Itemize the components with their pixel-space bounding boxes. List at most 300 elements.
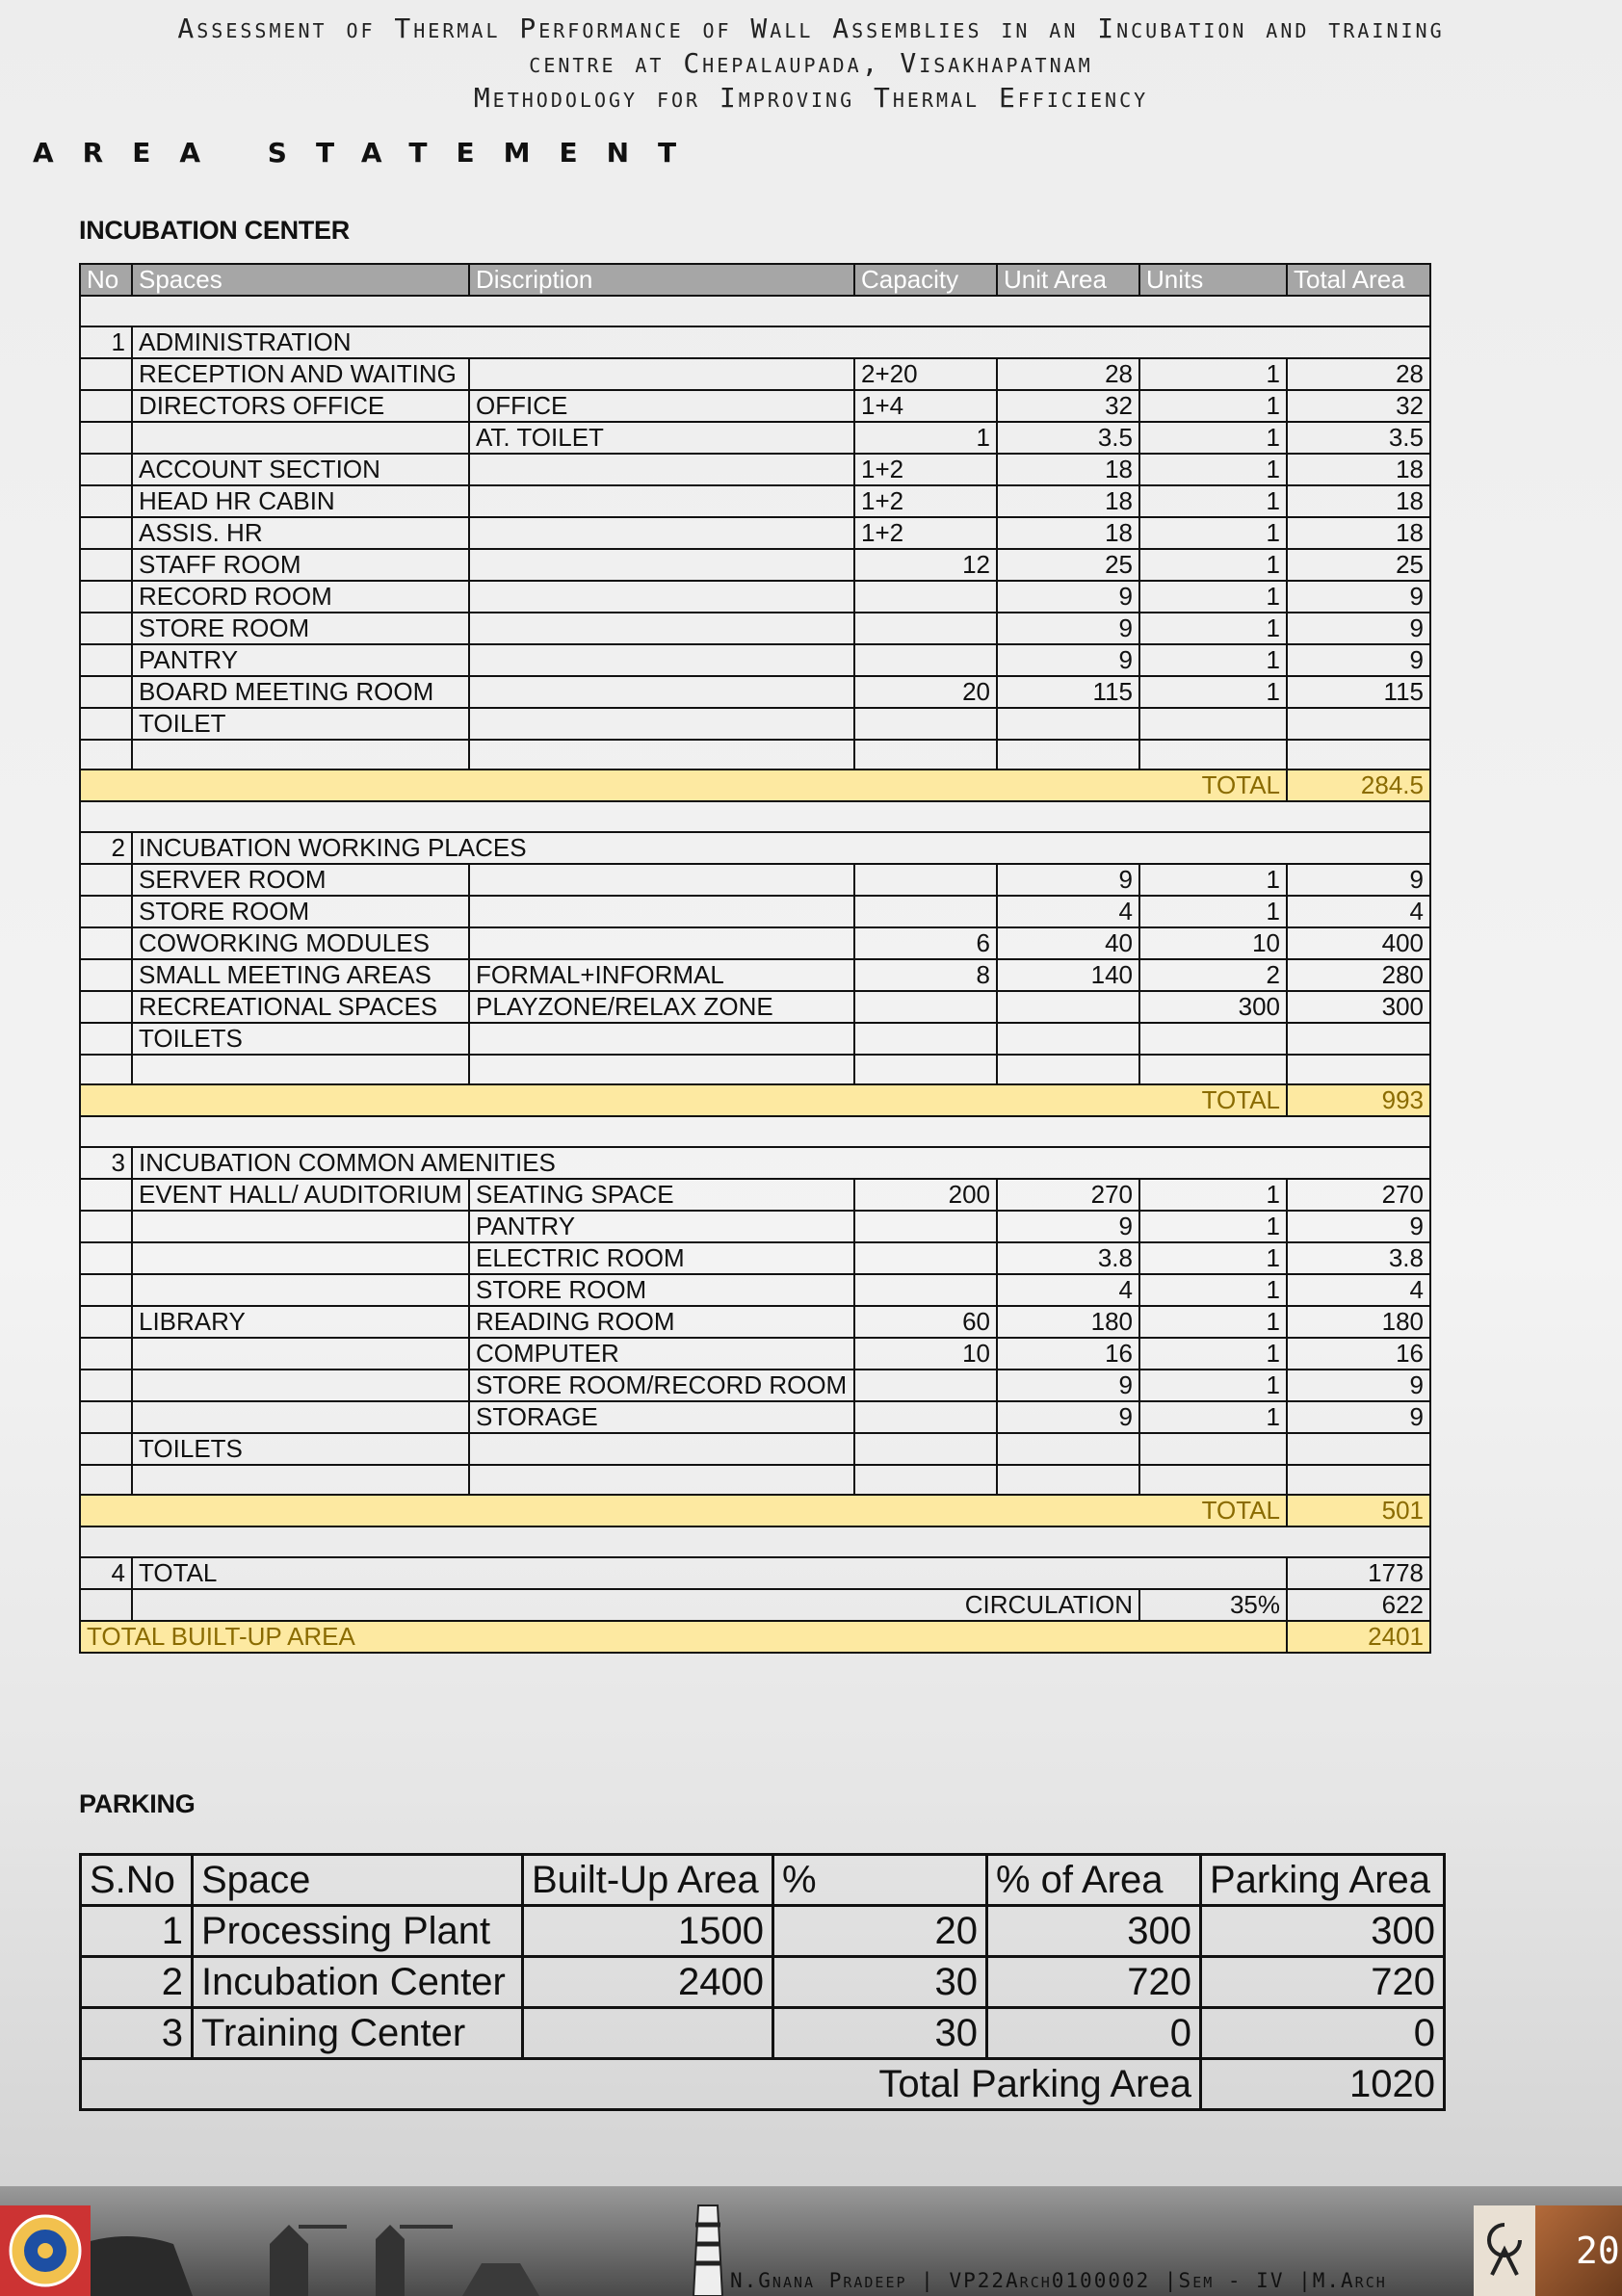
- parking-total-row: [81, 2059, 1445, 2110]
- parking-row: [81, 2008, 1445, 2059]
- table-cell: [132, 1465, 469, 1496]
- table-row: [80, 296, 1430, 326]
- parking-cell: 2400: [523, 1957, 773, 2008]
- table-cell: [469, 517, 854, 549]
- table-row: [80, 801, 1430, 832]
- table-cell: 280: [1287, 959, 1430, 991]
- table-cell: [854, 1274, 997, 1306]
- table-cell: [80, 613, 132, 644]
- table-cell: TOILET: [132, 708, 469, 740]
- parking-cell: 20: [773, 1906, 987, 1957]
- table-cell: 9: [997, 613, 1139, 644]
- table-cell: 4: [1287, 896, 1430, 927]
- col-header: No: [80, 264, 132, 296]
- table-cell: [1287, 1023, 1430, 1055]
- table-cell: 9: [1287, 1211, 1430, 1242]
- table-cell: STORE ROOM: [132, 613, 469, 644]
- table-cell: [80, 1242, 132, 1274]
- header-line-2: centre at Chepalaupada, Visakhapatnam: [529, 47, 1093, 79]
- table-cell: 1: [1139, 1179, 1287, 1211]
- table-cell: [854, 1401, 997, 1433]
- table-cell: [80, 485, 132, 517]
- table-row: [80, 959, 1430, 991]
- parking-total-value: 1020: [1201, 2059, 1445, 2110]
- col-header: Units: [1139, 264, 1287, 296]
- table-cell: [80, 959, 132, 991]
- table-cell: [80, 1274, 132, 1306]
- table-cell: RECORD ROOM: [132, 581, 469, 613]
- parking-cell: 1500: [523, 1906, 773, 1957]
- table-cell: 200: [854, 1179, 997, 1211]
- table-cell: [854, 1211, 997, 1242]
- table-cell: [469, 358, 854, 390]
- table-cell: 3.8: [997, 1242, 1139, 1274]
- sum-total-value: 1778: [1287, 1557, 1430, 1589]
- table-cell: [997, 1023, 1139, 1055]
- table-cell: SMALL MEETING AREAS: [132, 959, 469, 991]
- table-cell: STORE ROOM: [469, 1274, 854, 1306]
- port-crane-skyline-icon: [58, 2186, 732, 2296]
- table-cell: 18: [997, 454, 1139, 485]
- table-cell: 9: [1287, 1401, 1430, 1433]
- table-cell: [997, 740, 1139, 770]
- table-cell: [80, 1306, 132, 1338]
- table-row: [80, 1116, 1430, 1147]
- table-cell: [1287, 1465, 1430, 1496]
- table-cell: READING ROOM: [469, 1306, 854, 1338]
- spacer-cell: [80, 801, 1430, 832]
- table-cell: [997, 991, 1139, 1023]
- table-cell: SEATING SPACE: [469, 1179, 854, 1211]
- table-cell: 4: [1287, 1274, 1430, 1306]
- table-cell: [1287, 740, 1430, 770]
- table-cell: [469, 581, 854, 613]
- parking-col-header: Built-Up Area: [523, 1855, 773, 1906]
- page-header: [0, 12, 1622, 116]
- table-cell: [469, 708, 854, 740]
- table-cell: SERVER ROOM: [132, 864, 469, 896]
- table-cell: HEAD HR CABIN: [132, 485, 469, 517]
- section-number: 1: [80, 326, 132, 358]
- table-cell: [80, 740, 132, 770]
- spacer-cell: [80, 296, 1430, 326]
- table-cell: [132, 1211, 469, 1242]
- table-cell: [1287, 1433, 1430, 1465]
- table-cell: 25: [1287, 549, 1430, 581]
- table-cell: [80, 390, 132, 422]
- table-cell: [469, 864, 854, 896]
- table-cell: [469, 1023, 854, 1055]
- table-cell: 16: [1287, 1338, 1430, 1370]
- table-cell: [469, 927, 854, 959]
- table-cell: [80, 1023, 132, 1055]
- table-cell: [80, 896, 132, 927]
- table-cell: [854, 644, 997, 676]
- section-number: 2: [80, 832, 132, 864]
- table-cell: [80, 991, 132, 1023]
- table-row: [80, 390, 1430, 422]
- table-cell: 140: [997, 959, 1139, 991]
- table-cell: AT. TOILET: [469, 422, 854, 454]
- parking-col-header: Parking Area: [1201, 1855, 1445, 1906]
- table-cell: [80, 1179, 132, 1211]
- table-cell: 9: [1287, 581, 1430, 613]
- table-cell: 1: [1139, 422, 1287, 454]
- table-cell: 16: [997, 1338, 1139, 1370]
- table-cell: 2+20: [854, 358, 997, 390]
- table-cell: 2: [1139, 959, 1287, 991]
- table-cell: 270: [1287, 1179, 1430, 1211]
- col-header: Discription: [469, 264, 854, 296]
- table-cell: 4: [997, 1274, 1139, 1306]
- header-line-3: Methodology for Improving Thermal Efficiency: [473, 82, 1149, 114]
- table-row: [80, 708, 1430, 740]
- section-number: 4: [80, 1557, 132, 1589]
- table-cell: [997, 1465, 1139, 1496]
- table-cell: [1287, 708, 1430, 740]
- table-row: [80, 1589, 1430, 1621]
- parking-cell: 30: [773, 1957, 987, 2008]
- table-cell: PANTRY: [469, 1211, 854, 1242]
- col-header: Total Area: [1287, 264, 1430, 296]
- table-cell: 270: [997, 1179, 1139, 1211]
- table-row: [80, 1621, 1430, 1653]
- table-cell: [469, 454, 854, 485]
- table-row: [80, 896, 1430, 927]
- table-row: [80, 676, 1430, 708]
- table-cell: [854, 1055, 997, 1085]
- table-row: [80, 770, 1430, 801]
- total-label: TOTAL: [80, 1495, 1287, 1526]
- table-cell: 1: [1139, 549, 1287, 581]
- table-row: [80, 1370, 1430, 1401]
- table-cell: [132, 740, 469, 770]
- table-cell: 1: [1139, 358, 1287, 390]
- table-cell: [469, 549, 854, 581]
- table-row: [80, 1242, 1430, 1274]
- table-cell: [132, 1274, 469, 1306]
- table-cell: [854, 864, 997, 896]
- table-cell: 1: [1139, 390, 1287, 422]
- table-row: [80, 1495, 1430, 1526]
- table-cell: 400: [1287, 927, 1430, 959]
- parking-title: PARKING: [79, 1789, 196, 1818]
- total-label: TOTAL: [80, 770, 1287, 801]
- table-cell: [469, 613, 854, 644]
- col-header: Capacity: [854, 264, 997, 296]
- table-cell: RECEPTION AND WAITING: [132, 358, 469, 390]
- table-cell: 1: [1139, 896, 1287, 927]
- table-cell: [80, 1433, 132, 1465]
- table-cell: [469, 676, 854, 708]
- spacer-cell: [80, 1116, 1430, 1147]
- table-cell: 180: [1287, 1306, 1430, 1338]
- table-cell: ELECTRIC ROOM: [469, 1242, 854, 1274]
- table-cell: [80, 358, 132, 390]
- table-cell: 18: [997, 485, 1139, 517]
- table-row: [80, 1465, 1430, 1496]
- table-row: [80, 644, 1430, 676]
- table-cell: [1139, 1465, 1287, 1496]
- table-row: [80, 1055, 1430, 1085]
- table-cell: 1: [1139, 1274, 1287, 1306]
- parking-cell: 30: [773, 2008, 987, 2059]
- parking-cell: [523, 2008, 773, 2059]
- header-line-1: Assessment of Thermal Performance of Wall Assemblies in an Incubation and training: [177, 13, 1445, 44]
- table-cell: BOARD MEETING ROOM: [132, 676, 469, 708]
- footer-credits: N.Gnana Pradeep | VP22Arch0100002 |Sem - IV |M.Arch: [730, 2269, 1387, 2292]
- parking-cell: 2: [81, 1957, 193, 2008]
- table-cell: 18: [1287, 485, 1430, 517]
- table-row: [80, 454, 1430, 485]
- table-cell: [469, 1433, 854, 1465]
- table-row: [80, 1274, 1430, 1306]
- table-row: [80, 1179, 1430, 1211]
- grand-total-value: 2401: [1287, 1621, 1430, 1653]
- table-cell: 9: [1287, 644, 1430, 676]
- table-cell: [80, 1465, 132, 1496]
- table-cell: 3.5: [1287, 422, 1430, 454]
- table-cell: 1+2: [854, 485, 997, 517]
- table-row: [80, 1147, 1430, 1179]
- table-row: [80, 422, 1430, 454]
- table-cell: [80, 422, 132, 454]
- table-cell: 18: [1287, 454, 1430, 485]
- table-row: [80, 1338, 1430, 1370]
- table-cell: [80, 864, 132, 896]
- table-cell: 4: [997, 896, 1139, 927]
- table-cell: [997, 708, 1139, 740]
- sum-total-label: TOTAL: [132, 1557, 1287, 1589]
- table-cell: [80, 708, 132, 740]
- parking-cell: 720: [987, 1957, 1201, 2008]
- table-row: [80, 927, 1430, 959]
- table-cell: 9: [997, 1401, 1139, 1433]
- table-cell: [854, 896, 997, 927]
- table-cell: 12: [854, 549, 997, 581]
- table-cell: [997, 1433, 1139, 1465]
- table-cell: COMPUTER: [469, 1338, 854, 1370]
- table-row: [80, 1401, 1430, 1433]
- table-cell: 1: [1139, 864, 1287, 896]
- incubation-area-table: [79, 263, 1431, 1654]
- table-cell: 1+2: [854, 454, 997, 485]
- circulation-percent: 35%: [1139, 1589, 1287, 1621]
- table-cell: 60: [854, 1306, 997, 1338]
- table-cell: 32: [997, 390, 1139, 422]
- section-label: ADMINISTRATION: [132, 326, 1430, 358]
- table-cell: 20: [854, 676, 997, 708]
- table-cell: ACCOUNT SECTION: [132, 454, 469, 485]
- table-cell: RECREATIONAL SPACES: [132, 991, 469, 1023]
- circulation-value: 622: [1287, 1589, 1430, 1621]
- parking-header-row: [81, 1855, 1445, 1906]
- table-cell: 28: [997, 358, 1139, 390]
- table-cell: [854, 1370, 997, 1401]
- circulation-label: CIRCULATION: [132, 1589, 1139, 1621]
- table-cell: LIBRARY: [132, 1306, 469, 1338]
- parking-cell: 300: [1201, 1906, 1445, 1957]
- table-cell: 115: [1287, 676, 1430, 708]
- parking-cell: 300: [987, 1906, 1201, 1957]
- table-cell: 32: [1287, 390, 1430, 422]
- table-cell: [1139, 1055, 1287, 1085]
- table-cell: 1+2: [854, 517, 997, 549]
- table-cell: 1: [1139, 454, 1287, 485]
- total-value: 284.5: [1287, 770, 1430, 801]
- incubation-center-title: INCUBATION CENTER: [79, 216, 350, 245]
- table-cell: [80, 927, 132, 959]
- col-header: Unit Area: [997, 264, 1139, 296]
- table-cell: [80, 644, 132, 676]
- table-cell: 1: [1139, 1401, 1287, 1433]
- table-cell: DIRECTORS OFFICE: [132, 390, 469, 422]
- table-cell: [469, 1465, 854, 1496]
- table-cell: 6: [854, 927, 997, 959]
- table-cell: [854, 991, 997, 1023]
- table-cell: [997, 1055, 1139, 1085]
- table-cell: [132, 1242, 469, 1274]
- table-cell: [80, 1211, 132, 1242]
- table-cell: STAFF ROOM: [132, 549, 469, 581]
- parking-total-label: Total Parking Area: [81, 2059, 1201, 2110]
- parking-cell: Training Center: [193, 2008, 523, 2059]
- table-cell: 3.5: [997, 422, 1139, 454]
- table-cell: 300: [1139, 991, 1287, 1023]
- table-cell: STORE ROOM/RECORD ROOM: [469, 1370, 854, 1401]
- total-value: 501: [1287, 1495, 1430, 1526]
- table-cell: [80, 1589, 132, 1621]
- table-row: [80, 1023, 1430, 1055]
- table-cell: 300: [1287, 991, 1430, 1023]
- table-cell: 1: [1139, 676, 1287, 708]
- table-cell: [80, 1370, 132, 1401]
- table-cell: [854, 1023, 997, 1055]
- table-cell: [80, 1055, 132, 1085]
- table-cell: [469, 1055, 854, 1085]
- table-cell: [132, 1055, 469, 1085]
- table-cell: 9: [997, 581, 1139, 613]
- university-seal-icon: [0, 2205, 91, 2296]
- table-cell: 1: [1139, 517, 1287, 549]
- table-cell: [469, 896, 854, 927]
- table-cell: [1139, 1433, 1287, 1465]
- school-of-architecture-logo-icon: [1474, 2205, 1535, 2296]
- table-cell: EVENT HALL/ AUDITORIUM: [132, 1179, 469, 1211]
- table-header-row: [80, 264, 1430, 296]
- parking-col-header: %: [773, 1855, 987, 1906]
- table-row: [80, 1211, 1430, 1242]
- table-cell: [80, 517, 132, 549]
- table-cell: 8: [854, 959, 997, 991]
- table-cell: 9: [1287, 1370, 1430, 1401]
- table-cell: [854, 613, 997, 644]
- table-cell: [132, 1370, 469, 1401]
- table-cell: 10: [1139, 927, 1287, 959]
- table-row: [80, 485, 1430, 517]
- area-statement-title: AREA STATEMENT: [33, 137, 706, 169]
- parking-cell: 0: [1201, 2008, 1445, 2059]
- table-cell: TOILETS: [132, 1023, 469, 1055]
- table-cell: [1139, 1023, 1287, 1055]
- table-row: [80, 740, 1430, 770]
- table-cell: COWORKING MODULES: [132, 927, 469, 959]
- parking-col-header: S.No: [81, 1855, 193, 1906]
- table-row: [80, 549, 1430, 581]
- table-cell: 9: [1287, 613, 1430, 644]
- table-cell: [80, 1401, 132, 1433]
- table-cell: 18: [997, 517, 1139, 549]
- grand-total-label: TOTAL BUILT-UP AREA: [80, 1621, 1287, 1653]
- table-cell: [854, 581, 997, 613]
- table-cell: [854, 708, 997, 740]
- table-cell: 10: [854, 1338, 997, 1370]
- table-cell: 1: [1139, 1306, 1287, 1338]
- table-cell: [1139, 740, 1287, 770]
- table-cell: 18: [1287, 517, 1430, 549]
- table-cell: 25: [997, 549, 1139, 581]
- table-cell: 9: [997, 864, 1139, 896]
- table-cell: [469, 644, 854, 676]
- table-cell: 1: [1139, 1211, 1287, 1242]
- table-row: [80, 832, 1430, 864]
- table-cell: 180: [997, 1306, 1139, 1338]
- table-cell: [469, 740, 854, 770]
- parking-cell: 720: [1201, 1957, 1445, 2008]
- spacer-cell: [80, 1526, 1430, 1557]
- parking-cell: 1: [81, 1906, 193, 1957]
- section-number: 3: [80, 1147, 132, 1179]
- parking-col-header: Space: [193, 1855, 523, 1906]
- table-cell: FORMAL+INFORMAL: [469, 959, 854, 991]
- parking-cell: 0: [987, 2008, 1201, 2059]
- table-row: [80, 1084, 1430, 1116]
- section-label: INCUBATION WORKING PLACES: [132, 832, 1430, 864]
- table-row: [80, 517, 1430, 549]
- parking-col-header: % of Area: [987, 1855, 1201, 1906]
- parking-cell: Incubation Center: [193, 1957, 523, 2008]
- table-row: [80, 1433, 1430, 1465]
- table-row: [80, 613, 1430, 644]
- table-cell: [132, 1401, 469, 1433]
- table-cell: 28: [1287, 358, 1430, 390]
- table-cell: [854, 1433, 997, 1465]
- table-cell: STORAGE: [469, 1401, 854, 1433]
- parking-row: [81, 1957, 1445, 2008]
- table-row: [80, 581, 1430, 613]
- table-cell: TOILETS: [132, 1433, 469, 1465]
- table-cell: 1: [1139, 1338, 1287, 1370]
- section-label: INCUBATION COMMON AMENITIES: [132, 1147, 1430, 1179]
- table-cell: [854, 1242, 997, 1274]
- table-row: [80, 326, 1430, 358]
- table-cell: [80, 454, 132, 485]
- table-cell: [132, 1338, 469, 1370]
- table-cell: [1139, 708, 1287, 740]
- table-cell: 1: [1139, 1242, 1287, 1274]
- col-header: Spaces: [132, 264, 469, 296]
- table-cell: 3.8: [1287, 1242, 1430, 1274]
- table-cell: 115: [997, 676, 1139, 708]
- table-row: [80, 991, 1430, 1023]
- table-cell: PLAYZONE/RELAX ZONE: [469, 991, 854, 1023]
- table-row: [80, 1306, 1430, 1338]
- parking-cell: Processing Plant: [193, 1906, 523, 1957]
- table-cell: 1: [1139, 1370, 1287, 1401]
- table-cell: ASSIS. HR: [132, 517, 469, 549]
- table-row: [80, 1557, 1430, 1589]
- table-cell: [469, 485, 854, 517]
